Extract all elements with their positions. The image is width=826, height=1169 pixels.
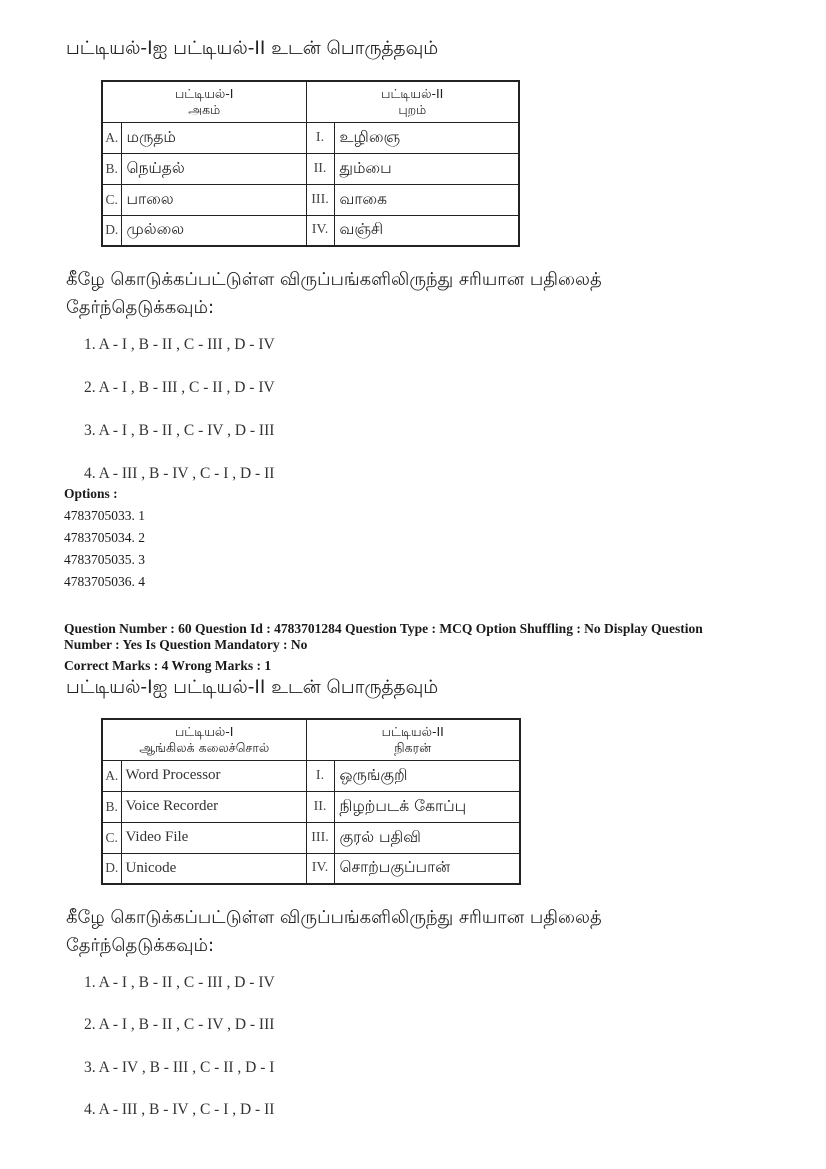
list-1-header: [102, 81, 306, 122]
row-letter: B.: [102, 153, 121, 184]
table-row: [102, 853, 520, 884]
row-match: வஞ்சி: [334, 215, 519, 246]
list-1-title: பட்டியல்-I: [175, 723, 234, 739]
table-header-row: [102, 719, 520, 760]
instruction-line-2: தேர்ந்தெடுக்கவும்:: [66, 935, 215, 956]
row-match: நிழற்படக் கோப்பு: [334, 791, 520, 822]
question-59-instruction: [66, 266, 602, 322]
list-2-title: பட்டியல்-II: [381, 85, 444, 101]
row-letter: C.: [102, 184, 121, 215]
instruction-line-1: கீழே கொடுக்கப்பட்டுள்ள விருப்பங்களிலிருந்து சரியான பதிலைத்: [66, 907, 602, 928]
instruction-line-1: கீழே கொடுக்கப்பட்டுள்ள விருப்பங்களிலிருந்து சரியான பதிலைத்: [66, 269, 602, 290]
table-row: [102, 184, 519, 215]
table-row: [102, 215, 519, 246]
row-item: Video File: [121, 822, 306, 853]
question-60-meta-line-2: Number : Yes Is Question Mandatory : No: [64, 637, 308, 652]
option-id-4: 4783705036. 4: [64, 574, 145, 589]
row-letter: A.: [102, 760, 121, 791]
answer-choice-1: 1. A - I , B - II , C - III , D - IV: [84, 336, 275, 353]
row-letter: C.: [102, 822, 121, 853]
option-id-3: 4783705035. 3: [64, 552, 145, 567]
row-letter: D.: [102, 215, 121, 246]
list-2-subtitle: புறம்: [398, 101, 427, 117]
option-id-1: 4783705033. 1: [64, 508, 145, 523]
table-row: [102, 791, 520, 822]
row-roman: IV.: [306, 215, 334, 246]
answer-choice-3: 3. A - IV , B - III , C - II , D - I: [84, 1059, 275, 1076]
row-item: பாலை: [121, 184, 306, 215]
row-match: தும்பை: [334, 153, 519, 184]
row-item: நெய்தல்: [121, 153, 306, 184]
question-60-meta-line-1: Question Number : 60 Question Id : 4783701284 Question Type : MCQ Option Shuffling : No Display Question: [64, 621, 703, 636]
question-60-heading: பட்டியல்-Iஐ பட்டியல்-II உடன் பொருத்தவும்: [66, 677, 439, 698]
row-letter: A.: [102, 122, 121, 153]
answer-choice-2: 2. A - I , B - II , C - IV , D - III: [84, 1016, 275, 1033]
row-item: Word Processor: [121, 760, 306, 791]
row-roman: I.: [306, 760, 334, 791]
list-2-header: [306, 81, 519, 122]
list-1-title: பட்டியல்-I: [175, 85, 234, 101]
question-60-marks: Correct Marks : 4 Wrong Marks : 1: [64, 658, 272, 673]
list-1-subtitle: அகம்: [188, 101, 221, 117]
row-match: சொற்பகுப்பான்: [334, 853, 520, 884]
answer-choice-4: 4. A - III , B - IV , C - I , D - II: [84, 1101, 275, 1118]
list-2-title: பட்டியல்-II: [381, 723, 444, 739]
row-roman: II.: [306, 153, 334, 184]
row-item: Voice Recorder: [121, 791, 306, 822]
row-letter: B.: [102, 791, 121, 822]
row-match: குரல் பதிவி: [334, 822, 520, 853]
options-label: Options :: [64, 486, 118, 501]
row-roman: III.: [306, 184, 334, 215]
table-row: [102, 822, 520, 853]
list-1-subtitle: ஆங்கிலக் கலைச்சொல்: [139, 739, 270, 755]
question-60-match-table: [101, 718, 521, 885]
row-roman: I.: [306, 122, 334, 153]
row-item: மருதம்: [121, 122, 306, 153]
table-row: [102, 153, 519, 184]
row-item: Unicode: [121, 853, 306, 884]
instruction-line-2: தேர்ந்தெடுக்கவும்:: [66, 297, 215, 318]
answer-choice-2: 2. A - I , B - III , C - II , D - IV: [84, 379, 275, 396]
row-match: ஒருங்குறி: [334, 760, 520, 791]
list-2-subtitle: நிகரன்: [394, 739, 432, 755]
row-match: உழிஞை: [334, 122, 519, 153]
table-row: [102, 760, 520, 791]
table-row: [102, 122, 519, 153]
row-roman: IV.: [306, 853, 334, 884]
row-letter: D.: [102, 853, 121, 884]
question-60-instruction: [66, 904, 602, 960]
row-match: வாகை: [334, 184, 519, 215]
question-59-match-table: [101, 80, 520, 247]
question-59-heading: பட்டியல்-Iஐ பட்டியல்-II உடன் பொருத்தவும்: [66, 38, 439, 59]
answer-choice-1: 1. A - I , B - II , C - III , D - IV: [84, 974, 275, 991]
row-item: முல்லை: [121, 215, 306, 246]
answer-choice-4: 4. A - III , B - IV , C - I , D - II: [84, 465, 275, 482]
row-roman: III.: [306, 822, 334, 853]
list-1-header: [102, 719, 306, 760]
option-id-2: 4783705034. 2: [64, 530, 145, 545]
answer-choice-3: 3. A - I , B - II , C - IV , D - III: [84, 422, 275, 439]
row-roman: II.: [306, 791, 334, 822]
list-2-header: [306, 719, 520, 760]
table-header-row: [102, 81, 519, 122]
